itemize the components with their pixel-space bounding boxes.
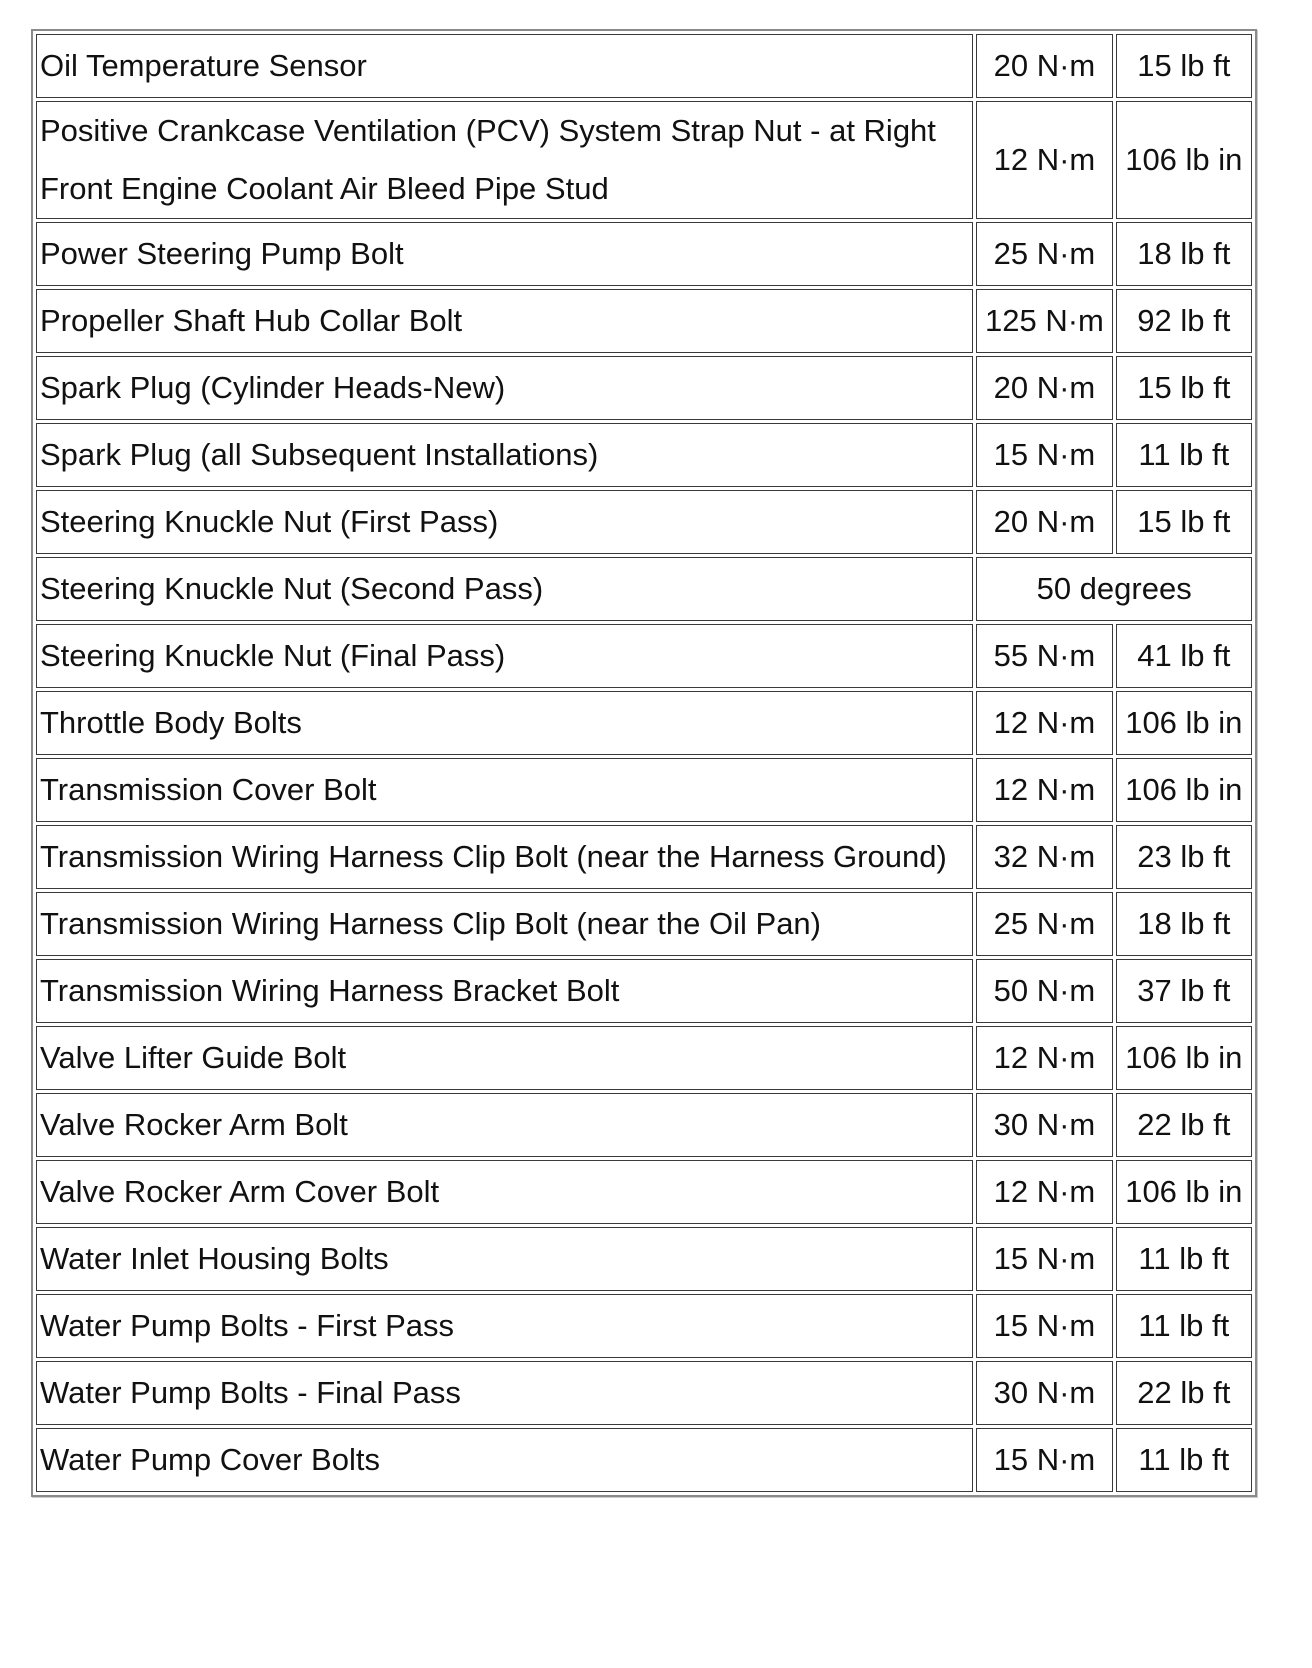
fastener-description: Power Steering Pump Bolt [36, 222, 973, 286]
metric-torque-value: 12 N·m [976, 758, 1112, 822]
english-torque-value: 106 lb in [1116, 1026, 1252, 1090]
english-torque-value: 15 lb ft [1116, 356, 1252, 420]
metric-torque-value: 15 N·m [976, 1294, 1112, 1358]
table-row [36, 1428, 1252, 1492]
table-row [36, 1294, 1252, 1358]
metric-torque-value: 20 N·m [976, 490, 1112, 554]
metric-torque-value: 12 N·m [976, 101, 1112, 219]
metric-torque-value: 30 N·m [976, 1093, 1112, 1157]
english-torque-value: 11 lb ft [1116, 1294, 1252, 1358]
table-row [36, 289, 1252, 353]
torque-spec-sheet [31, 29, 1257, 1497]
table-row [36, 1093, 1252, 1157]
metric-torque-value: 12 N·m [976, 691, 1112, 755]
fastener-description: Transmission Wiring Harness Bracket Bolt [36, 959, 973, 1023]
fastener-description: Positive Crankcase Ventilation (PCV) System Strap Nut - at Right Front Engine Coolant Air Bleed Pipe Stud [36, 101, 973, 219]
table-row [36, 691, 1252, 755]
english-torque-value: 11 lb ft [1116, 1227, 1252, 1291]
fastener-description: Oil Temperature Sensor [36, 34, 973, 98]
fastener-description: Spark Plug (all Subsequent Installations) [36, 423, 973, 487]
table-row [36, 624, 1252, 688]
table-row [36, 959, 1252, 1023]
metric-torque-value: 55 N·m [976, 624, 1112, 688]
fastener-description: Water Inlet Housing Bolts [36, 1227, 973, 1291]
english-torque-value: 11 lb ft [1116, 1428, 1252, 1492]
metric-torque-value: 25 N·m [976, 222, 1112, 286]
fastener-description: Spark Plug (Cylinder Heads-New) [36, 356, 973, 420]
fastener-description: Valve Rocker Arm Cover Bolt [36, 1160, 973, 1224]
english-torque-value: 92 lb ft [1116, 289, 1252, 353]
table-row [36, 490, 1252, 554]
english-torque-value: 22 lb ft [1116, 1361, 1252, 1425]
english-torque-value: 11 lb ft [1116, 423, 1252, 487]
english-torque-value: 37 lb ft [1116, 959, 1252, 1023]
metric-torque-value: 12 N·m [976, 1026, 1112, 1090]
table-row [36, 356, 1252, 420]
fastener-description: Steering Knuckle Nut (Second Pass) [36, 557, 973, 621]
english-torque-value: 22 lb ft [1116, 1093, 1252, 1157]
english-torque-value: 18 lb ft [1116, 892, 1252, 956]
fastener-description: Propeller Shaft Hub Collar Bolt [36, 289, 973, 353]
metric-torque-value: 15 N·m [976, 423, 1112, 487]
fastener-description: Valve Rocker Arm Bolt [36, 1093, 973, 1157]
metric-torque-value: 20 N·m [976, 356, 1112, 420]
metric-torque-value: 25 N·m [976, 892, 1112, 956]
metric-torque-value: 32 N·m [976, 825, 1112, 889]
fastener-description: Water Pump Cover Bolts [36, 1428, 973, 1492]
fastener-description: Transmission Cover Bolt [36, 758, 973, 822]
metric-torque-value: 12 N·m [976, 1160, 1112, 1224]
table-row [36, 1026, 1252, 1090]
english-torque-value: 106 lb in [1116, 691, 1252, 755]
fastener-description: Transmission Wiring Harness Clip Bolt (near the Harness Ground) [36, 825, 973, 889]
metric-torque-value: 30 N·m [976, 1361, 1112, 1425]
english-torque-value: 106 lb in [1116, 101, 1252, 219]
metric-torque-value: 50 N·m [976, 959, 1112, 1023]
english-torque-value: 41 lb ft [1116, 624, 1252, 688]
metric-torque-value: 20 N·m [976, 34, 1112, 98]
table-row [36, 101, 1252, 219]
table-row [36, 825, 1252, 889]
table-row [36, 423, 1252, 487]
table-row [36, 1160, 1252, 1224]
english-torque-value: 15 lb ft [1116, 490, 1252, 554]
table-row [36, 892, 1252, 956]
fastener-description: Steering Knuckle Nut (Final Pass) [36, 624, 973, 688]
english-torque-value: 15 lb ft [1116, 34, 1252, 98]
english-torque-value: 106 lb in [1116, 1160, 1252, 1224]
table-row [36, 1227, 1252, 1291]
fastener-description: Water Pump Bolts - First Pass [36, 1294, 973, 1358]
table-row [36, 758, 1252, 822]
torque-spec-table [33, 31, 1255, 1495]
fastener-description: Transmission Wiring Harness Clip Bolt (near the Oil Pan) [36, 892, 973, 956]
metric-torque-value: 125 N·m [976, 289, 1112, 353]
angle-spec-value: 50 degrees [976, 557, 1252, 621]
fastener-description: Steering Knuckle Nut (First Pass) [36, 490, 973, 554]
fastener-description: Valve Lifter Guide Bolt [36, 1026, 973, 1090]
metric-torque-value: 15 N·m [976, 1428, 1112, 1492]
english-torque-value: 106 lb in [1116, 758, 1252, 822]
fastener-description: Throttle Body Bolts [36, 691, 973, 755]
english-torque-value: 23 lb ft [1116, 825, 1252, 889]
english-torque-value: 18 lb ft [1116, 222, 1252, 286]
table-row [36, 222, 1252, 286]
fastener-description: Water Pump Bolts - Final Pass [36, 1361, 973, 1425]
metric-torque-value: 15 N·m [976, 1227, 1112, 1291]
table-row [36, 557, 1252, 621]
table-row [36, 34, 1252, 98]
table-row [36, 1361, 1252, 1425]
